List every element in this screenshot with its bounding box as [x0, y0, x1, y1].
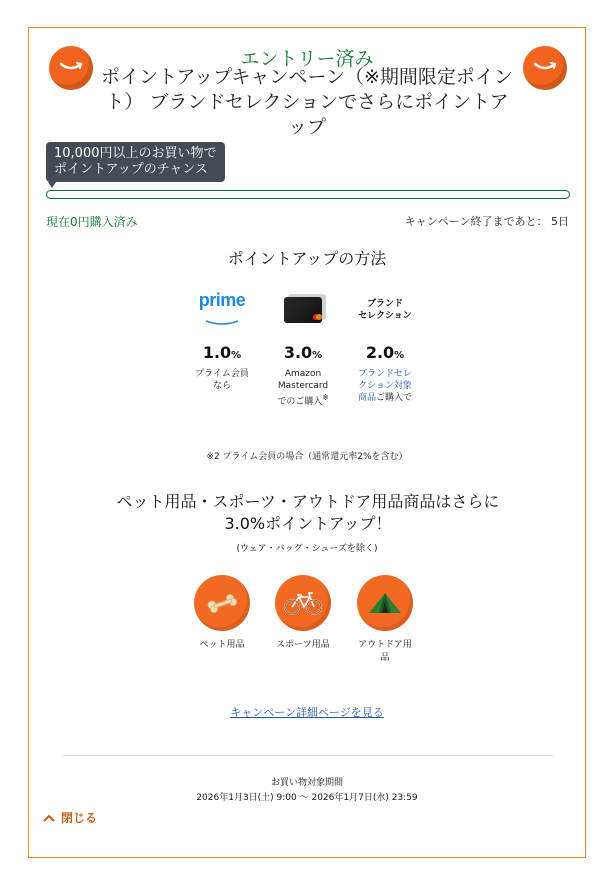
category-sports: [268, 575, 338, 652]
method-desc: [187, 368, 257, 392]
desc-text: ご購入で: [376, 393, 413, 403]
brand-selection-link[interactable]: クション対象: [358, 381, 412, 391]
desc-line: プライム会員: [195, 369, 249, 379]
progress-bar: [46, 190, 570, 199]
brand-logo-line: セレクション: [358, 311, 412, 321]
category-label: ペット用品: [199, 640, 245, 650]
campaign-card: [28, 27, 586, 858]
campaign-title: ポイントアップキャンペーン（※期間限定ポイント） ブランドセレクションでさらにポイントアップ: [101, 66, 513, 138]
category-label-line: アウトドア用: [358, 640, 412, 650]
brand-selection-logo-icon: [350, 290, 420, 330]
desc-line: [350, 392, 420, 404]
divider: [63, 755, 553, 756]
rate-value: 1.0: [202, 343, 232, 362]
prime-logo-text: prime: [198, 290, 246, 310]
category-pet: [187, 575, 257, 652]
rate-value: 2.0: [365, 343, 395, 362]
brand-selection-link[interactable]: ブランドセレ: [358, 369, 412, 379]
remaining-label: キャンペーン終了まであと：: [404, 215, 548, 228]
shopping-period: 2026年1月3日(土) 9:00 〜 2026年1月7日(水) 23:59: [196, 793, 418, 803]
category-label-line: 品: [380, 653, 390, 663]
campaign-details-link[interactable]: キャンペーン詳細ページを見る: [230, 706, 384, 719]
methods-title: ポイントアップの方法: [227, 249, 387, 268]
brand-logo-line: ブランド: [366, 299, 403, 309]
method-mastercard: [268, 290, 338, 408]
method-rate: [187, 343, 257, 362]
method-desc: [268, 368, 338, 408]
category-label: [350, 639, 420, 665]
category-outdoor: [350, 575, 420, 665]
desc-line: Amazon: [284, 369, 322, 379]
desc-text: でのご購入: [277, 397, 323, 407]
rate-unit: %: [394, 350, 405, 361]
purchased-amount: 現在0円購入済み: [46, 215, 138, 229]
desc-line: [268, 392, 338, 408]
bicycle-icon: [275, 575, 331, 631]
remaining-value: 5日: [551, 215, 569, 228]
method-rate: [268, 343, 338, 362]
promo-title: [89, 491, 527, 535]
rate-unit: %: [312, 350, 323, 361]
chevron-up-icon: [43, 814, 55, 822]
remaining-days: [405, 213, 569, 229]
desc-line: Mastercard: [277, 381, 329, 391]
promo-subtitle: (ウェア・バッグ・シューズを除く): [236, 544, 378, 554]
dog-bone-icon: [194, 575, 250, 631]
prime-logo-icon: [187, 290, 257, 330]
method-rate: [350, 343, 420, 362]
method-prime: [187, 290, 257, 392]
tooltip-line: ポイントアップのチャンス: [54, 162, 208, 177]
promo-title-line: 3.0%ポイントアップ！: [224, 514, 392, 533]
tooltip-line: 10,000円以上のお買い物で: [54, 146, 217, 161]
progress-tooltip: [46, 142, 225, 182]
close-button[interactable]: [43, 809, 97, 826]
entry-status: エントリー済み: [240, 48, 374, 70]
rate-unit: %: [231, 350, 242, 361]
promo-title-line: ペット用品・スポーツ・アウトドア用品商品はさらに: [116, 492, 500, 511]
prime-footnote: ※2 プライム会員の場合（通常還元率2%を含む）: [206, 452, 408, 462]
close-label: 閉じる: [61, 811, 98, 825]
method-desc: [350, 368, 420, 404]
rate-value: 3.0: [283, 343, 313, 362]
method-brand-selection: [350, 290, 420, 404]
shopping-period-label: お買い物対象期間: [270, 778, 343, 788]
mastercard-icon: [268, 290, 338, 330]
desc-line: なら: [212, 381, 231, 391]
tent-icon: [357, 575, 413, 631]
category-label: スポーツ用品: [276, 640, 330, 650]
footnote-mark: ※: [322, 393, 329, 402]
brand-selection-link[interactable]: 商品: [357, 393, 376, 403]
